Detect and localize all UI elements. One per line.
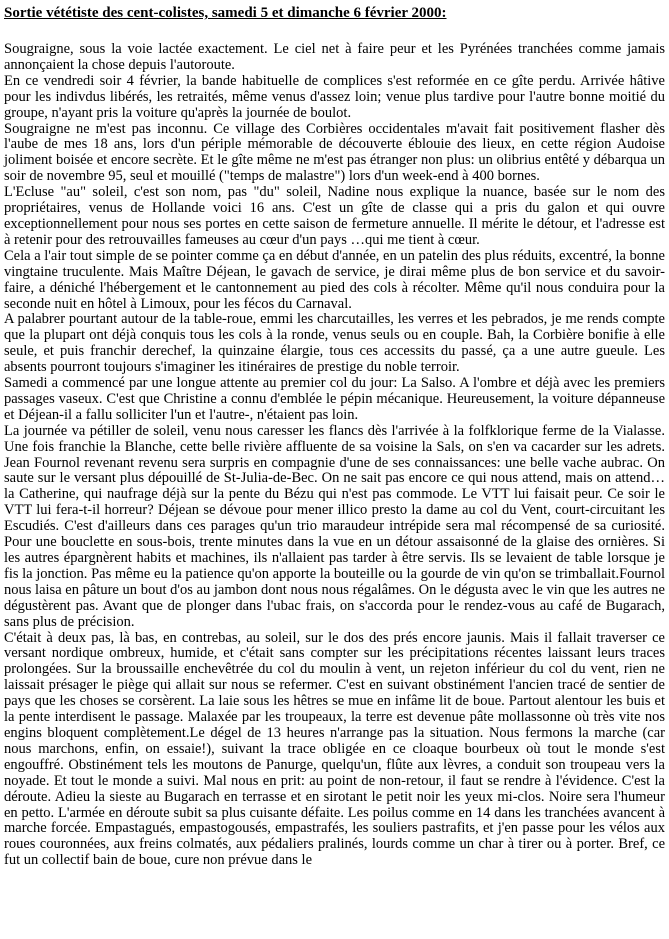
paragraph-1: Sougraigne, sous la voie lactée exactement. Le ciel net à faire peur et les Pyrénées tranchées comme jamais annonçaient la chose depuis l'autoroute. <box>4 41 665 73</box>
paragraph-6: A palabrer pourtant autour de la table-roue, emmi les charcutailles, les verres et les pebrados, je me rends compte que la plupart ont déjà conquis tous les cols à la ronde, venus seuls ou en couple. Bah, la Corbière bonifie à elle seule, et puis franchir derechef, la quinzaine élargie, tous ces accessits du passé, ça a une autre gueule. Les absents pourront toujours s'imaginer les itinéraires de prestige du noble terroir. <box>4 311 665 376</box>
paragraph-4: L'Ecluse "au" soleil, c'est son nom, pas "du" soleil, Nadine nous explique la nuance, basée sur le nom des propriétaires, venus de Hollande voici 16 ans. C'est un gîte de classe qui a pris du galon et qui ouvre exceptionnellement pour nous ses portes en cette saison de fermeture annuelle. Il mérite le détour, et l'adresse est à retenir pour des retrouvailles fameuses au cœur d'un pays …qui me tient à cœur. <box>4 184 665 248</box>
paragraph-5: Cela a l'air tout simple de se pointer comme ça en début d'année, en un patelin des plus réduits, excentré, la bonne vingtaine truculente. Mais Maître Déjean, le gavach de service, je dirai même plus de bon service et du savoir-faire, a déniché l'hébergement et le cantonnement au pied des cols à récolter. Même qu'il nous conduira pour la seconde nuit en hôtel à Limoux, pour les fécos du Carnaval. <box>4 247 665 312</box>
paragraph-8: La journée va pétiller de soleil, venu nous caresser les flancs dès l'arrivée à la folfklorique ferme de la Vialasse. Une fois franchie la Blanche, cette belle rivière affluente de sa voisine la Sals, on s'en va cacarder sur les adrets. Jean Fournol revenant revenu sera surpris en compagnie d'une de ses connaissances: une belle vache aubrac. On saute sur le versant plus dépouillé de St-Julia-de-Bec. On ne sait pas encore ce qui nous attend, mais on attend…la Catherine, qui naufrage déjà sur la pente du Bézu qui n'est pas commode. Le VTT lui faisait peur. Ce soir le VTT lui fera-t-il horreur? Déjean se dévoue pour mener illico presto la dame au col du Vent, court-circuitant les Escudiés. C'est d'ailleurs dans ces parages qu'un trio maraudeur intrépide sera mal récompensé de sa curiosité. Pour une bouclette en sous-bois, trente minutes dans la vue en un détour assaisonné de la glaise des ornières. Si les autres épargnèrent habits et machines, ils n'allaient pas tarder à être servis. Ils se levaient de table lorsque je fis la jonction. Pas même eu la patience qu'on apporte la bouteille ou la gourde de vin qu'on se trimballait.Fournol nous laisa en pâture un bout d'os au jambon dont nous nous régalâmes. On le dégusta avec le vin que les autres ne dégustèrent pas. Avant que de plonger dans l'ubac frais, on s'accorda pour le rendez-vous au café de Bugarach, sans plus de précision. <box>4 422 665 630</box>
paragraph-3: Sougraigne ne m'est pas inconnu. Ce village des Corbières occidentales m'avait fait positivement flasher dès l'aube de mes 18 ans, lors d'un périple mémorable de découverte éblouie des lieux, en cette région Audoise joliment boisée et encore secrète. Et le gîte même ne m'est pas étranger non plus: un olibrius entêté y débarqua un soir de novembre 95, seul et mouillé ("temps de malastre") lors d'un week-end à 400 bornes. <box>4 120 665 185</box>
paragraph-2: En ce vendredi soir 4 février, la bande habituelle de complices s'est reformée en ce gîte perdu. Arrivée hâtive pour les indivdus libérés, les retraités, même venus d'assez loin; venue plus tardive pour l'autre bonne moitié du groupe, n'ayant pris la voiture qu'après la journée de boulot. <box>4 72 665 121</box>
paragraph-9: C'était à deux pas, là bas, en contrebas, au soleil, sur le dos des prés encore jaunis. Mais il fallait traverser ce versant nordique ombreux, humide, et c'était sans compter sur les précipitations récentes laissant leurs traces prolongées. Sur la broussaille enchevêtrée du col du moulin à vent, un rejeton inférieur du col du vent, rien ne laissait présager le piège qui allait sur nous se refermer. C'est en suivant obstinément l'ancien tracé de sentier de pays que les choses se corsèrent. La laie sous les hêtres se mue en infâme lit de boue. Partout alentour les buis et la pente interdisent le passage. Malaxée par les troupeaux, la terre est devenue pâte mollassonne où très vite nos engins bloquent complètement.Le dégel de 13 heures n'arrange pas la situation. Nous fermons la marche (car nous marchons, enfin, on essaie!), suivant la trace obligée en ce cloaque bourbeux où tout le monde s'est engouffré. Obstinément tels les moutons de Panurge, quelqu'un, flûte aux lèvres, a conduit son troupeau vers la noyade. Et tout le monde a suivi. Mal nous en prit: au point de non-retour, il faut se rendre à l'évidence. C'est la déroute. Adieu la sieste au Bugarach en terrasse et en sirotant le petit noir les yeux mi-clos. Noire sera l'humeur en petto. L'armée en déroute subit sa plus cuisante défaite. Les poilus comme en 14 dans les tranchées avancent à marche forcée. Empastagués, empastogousés, empastrafés, les souliers pastrafits, et j'en passe pour les vélos aux roues couronnées, aux freins colmatés, aux pédaliers pralinés, lourds comme un char à tirer ou à porter. Bref, ce fut un collectif bain de boue, cure non prévue dans le <box>4 629 665 869</box>
paragraph-7: Samedi a commencé par une longue attente au premier col du jour: La Salso. A l'ombre et déjà avec les premiers passages vaseux. C'est que Christine a connu d'emblée le pépin mécanique. Heureusement, la voiture dépanneuse et Déjean-il a fallu solliciter l'un et l'autre-, n'étaient pas loin. <box>4 375 665 423</box>
document-title: Sortie vététiste des cent-colistes, samedi 5 et dimanche 6 février 2000: <box>4 5 447 21</box>
